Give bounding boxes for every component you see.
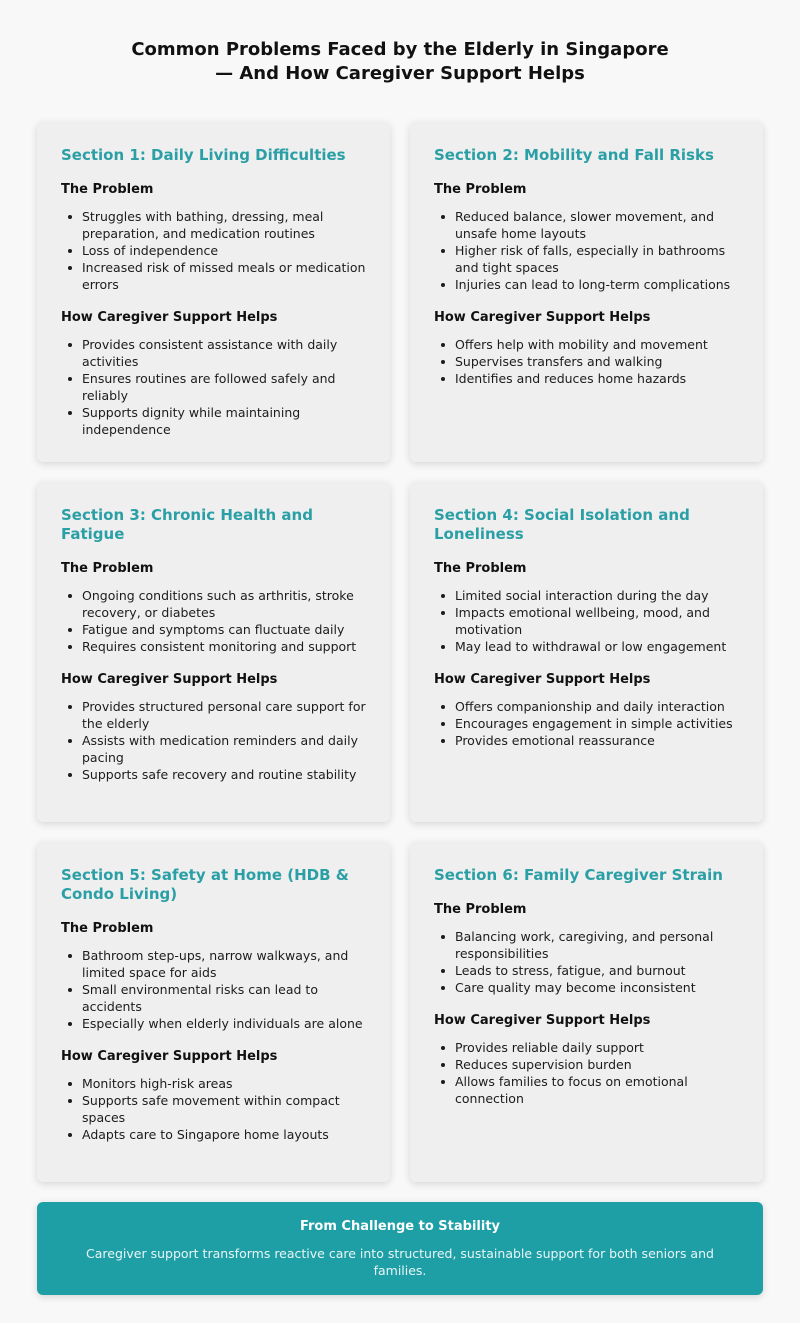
list-item: Small environmental risks can lead to accidents	[61, 981, 366, 1015]
section-card-1	[37, 122, 390, 462]
section-card-3	[37, 482, 390, 822]
problem-list	[434, 587, 739, 655]
problem-heading: The Problem	[434, 182, 527, 197]
problem-list	[61, 947, 366, 1032]
list-item: Identifies and reduces home hazards	[434, 370, 739, 387]
list-item: Supervises transfers and walking	[434, 353, 739, 370]
helps-list	[61, 698, 366, 783]
list-item: Provides emotional reassurance	[434, 732, 739, 749]
list-item: Supports safe recovery and routine stability	[61, 766, 366, 783]
list-item: Loss of independence	[61, 242, 366, 259]
section-card-6	[410, 842, 763, 1182]
list-item: Monitors high-risk areas	[61, 1075, 366, 1092]
list-item: Provides structured personal care support for the elderly	[61, 698, 366, 732]
section-title: Section 3: Chronic Health and Fatigue	[61, 506, 313, 543]
list-item: Injuries can lead to long-term complications	[434, 276, 739, 293]
summary-title: From Challenge to Stability	[299, 1219, 501, 1234]
summary-banner	[37, 1202, 763, 1295]
helps-list	[61, 336, 366, 438]
list-item: Offers help with mobility and movement	[434, 336, 739, 353]
helps-heading: How Caregiver Support Helps	[434, 310, 651, 325]
list-item: Encourages engagement in simple activities	[434, 715, 739, 732]
section-title: Section 1: Daily Living Difficulties	[61, 146, 346, 164]
list-item: May lead to withdrawal or low engagement	[434, 638, 739, 655]
helps-heading: How Caregiver Support Helps	[434, 1013, 651, 1028]
list-item: Adapts care to Singapore home layouts	[61, 1126, 366, 1143]
problem-list	[61, 208, 366, 293]
summary-text: Caregiver support transforms reactive care into structured, sustainable support for both seniors and families.	[86, 1246, 714, 1278]
list-item: Care quality may become inconsistent	[434, 979, 739, 996]
section-card-4	[410, 482, 763, 822]
page-title: Common Problems Faced by the Elderly in Singapore — And How Caregiver Support Helps	[131, 39, 669, 84]
problem-list	[61, 587, 366, 655]
problem-heading: The Problem	[434, 902, 527, 917]
list-item: Provides consistent assistance with daily activities	[61, 336, 366, 370]
list-item: Struggles with bathing, dressing, meal preparation, and medication routines	[61, 208, 366, 242]
list-item: Bathroom step-ups, narrow walkways, and limited space for aids	[61, 947, 366, 981]
section-title: Section 2: Mobility and Fall Risks	[434, 146, 714, 164]
section-card-5	[37, 842, 390, 1182]
list-item: Balancing work, caregiving, and personal responsibilities	[434, 928, 739, 962]
helps-heading: How Caregiver Support Helps	[61, 310, 278, 325]
list-item: Provides reliable daily support	[434, 1039, 739, 1056]
list-item: Supports dignity while maintaining independence	[61, 404, 366, 438]
list-item: Assists with medication reminders and daily pacing	[61, 732, 366, 766]
list-item: Ongoing conditions such as arthritis, stroke recovery, or diabetes	[61, 587, 366, 621]
helps-heading: How Caregiver Support Helps	[61, 1049, 278, 1064]
helps-list	[434, 1039, 739, 1107]
section-card-2	[410, 122, 763, 462]
list-item: Reduces supervision burden	[434, 1056, 739, 1073]
helps-list	[434, 336, 739, 387]
section-title: Section 4: Social Isolation and Loneliness	[434, 506, 690, 543]
list-item: Offers companionship and daily interaction	[434, 698, 739, 715]
problem-heading: The Problem	[61, 921, 154, 936]
list-item: Ensures routines are followed safely and reliably	[61, 370, 366, 404]
helps-heading: How Caregiver Support Helps	[61, 672, 278, 687]
list-item: Fatigue and symptoms can fluctuate daily	[61, 621, 366, 638]
list-item: Higher risk of falls, especially in bathrooms and tight spaces	[434, 242, 739, 276]
list-item: Leads to stress, fatigue, and burnout	[434, 962, 739, 979]
list-item: Limited social interaction during the day	[434, 587, 739, 604]
helps-list	[434, 698, 739, 749]
list-item: Especially when elderly individuals are alone	[61, 1015, 366, 1032]
list-item: Allows families to focus on emotional connection	[434, 1073, 739, 1107]
helps-heading: How Caregiver Support Helps	[434, 672, 651, 687]
section-title: Section 6: Family Caregiver Strain	[434, 866, 723, 884]
section-title: Section 5: Safety at Home (HDB & Condo Living)	[61, 866, 349, 903]
list-item: Increased risk of missed meals or medication errors	[61, 259, 366, 293]
problem-heading: The Problem	[61, 182, 154, 197]
problem-heading: The Problem	[434, 561, 527, 576]
problem-heading: The Problem	[61, 561, 154, 576]
problem-list	[434, 208, 739, 293]
list-item: Supports safe movement within compact spaces	[61, 1092, 366, 1126]
problem-list	[434, 928, 739, 996]
list-item: Requires consistent monitoring and support	[61, 638, 366, 655]
helps-list	[61, 1075, 366, 1143]
list-item: Impacts emotional wellbeing, mood, and motivation	[434, 604, 739, 638]
list-item: Reduced balance, slower movement, and unsafe home layouts	[434, 208, 739, 242]
